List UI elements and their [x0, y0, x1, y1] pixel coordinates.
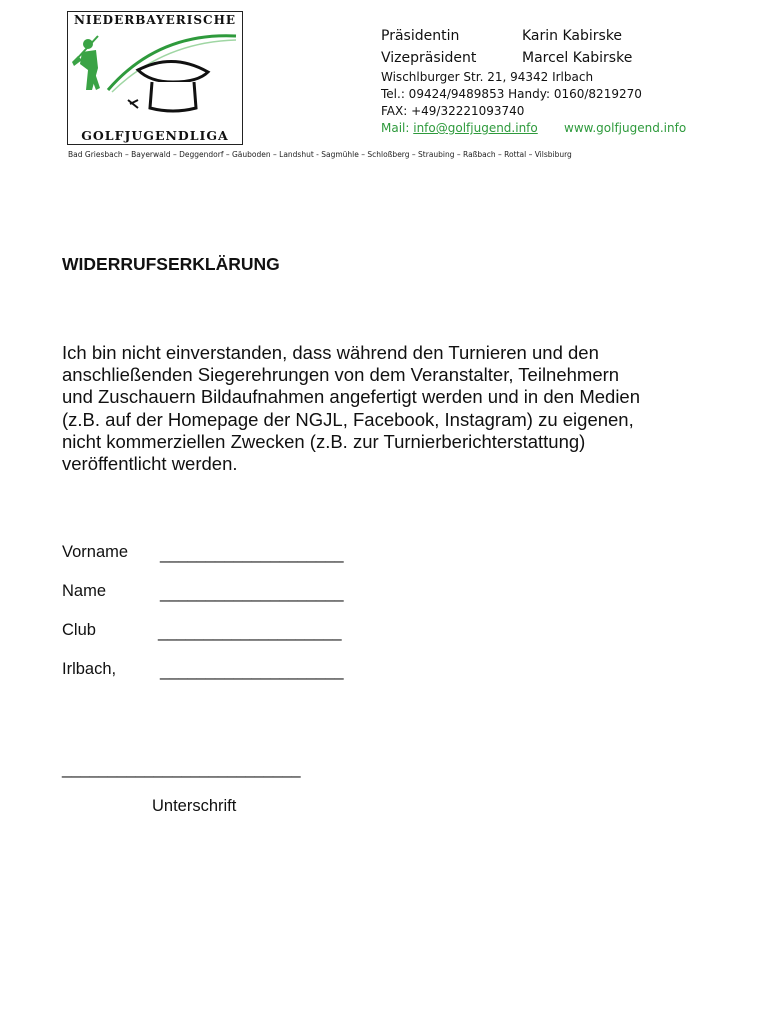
declaration-line: nicht kommerziellen Zwecken (z.B. zur Turnierberichterstattung): [62, 430, 586, 452]
field-line-vorname[interactable]: ____________________: [160, 545, 344, 563]
towns-list: Bad Griesbach – Bayerwald – Deggendorf – Gäuboden – Landshut - Sagmühle – Schloßberg – Straubing – Raßbach – Rottal – Vilsbiburg: [68, 150, 572, 159]
field-label-irlbach: Irlbach,: [62, 660, 117, 678]
document-title: WIDERRUFSERKLÄRUNG: [62, 254, 280, 274]
president-name: Karin Kabirske: [522, 28, 623, 44]
fax: FAX: +49/32221093740: [381, 104, 525, 118]
league-logo: [67, 11, 243, 145]
declaration-line: und Zuschauern Bildaufnahmen angefertigt werden und in den Medien: [62, 386, 641, 408]
signature-line[interactable]: __________________________: [62, 760, 301, 778]
president-role: Präsidentin: [381, 28, 460, 44]
vice-role: Vizepräsident: [381, 50, 477, 66]
golfer-logo-art: [68, 12, 241, 143]
signature-label: Unterschrift: [152, 797, 237, 815]
vice-name: Marcel Kabirske: [522, 50, 633, 66]
declaration-line: anschließenden Siegerehrungen von dem Veranstalter, Teilnehmern: [62, 364, 620, 386]
declaration-text: [62, 342, 742, 475]
logo-bottom-text: GOLFJUGENDLIGA: [81, 128, 229, 143]
website-link[interactable]: www.golfjugend.info: [564, 121, 687, 135]
address: Wischlburger Str. 21, 94342 Irlbach: [381, 70, 594, 84]
field-label-name: Name: [62, 582, 107, 600]
field-line-name[interactable]: ____________________: [160, 584, 344, 602]
declaration-line: Ich bin nicht einverstanden, dass während den Turnieren und den: [62, 342, 599, 363]
mail-label: Mail:: [381, 121, 414, 135]
phone: Tel.: 09424/9489853 Handy: 0160/8219270: [381, 87, 642, 101]
declaration-line: veröffentlicht werden.: [62, 453, 238, 475]
mail-row: [381, 121, 538, 135]
mail-link[interactable]: info@golfjugend.info: [413, 121, 538, 135]
field-line-club[interactable]: ____________________: [158, 623, 342, 641]
declaration-line: (z.B. auf der Homepage der NGJL, Facebook, Instagram) zu eigenen,: [62, 408, 634, 430]
field-label-vorname: Vorname: [62, 543, 129, 561]
field-label-club: Club: [62, 621, 96, 639]
logo-top-text: NIEDERBAYERISCHE: [73, 13, 237, 27]
field-line-date[interactable]: ____________________: [160, 662, 344, 680]
